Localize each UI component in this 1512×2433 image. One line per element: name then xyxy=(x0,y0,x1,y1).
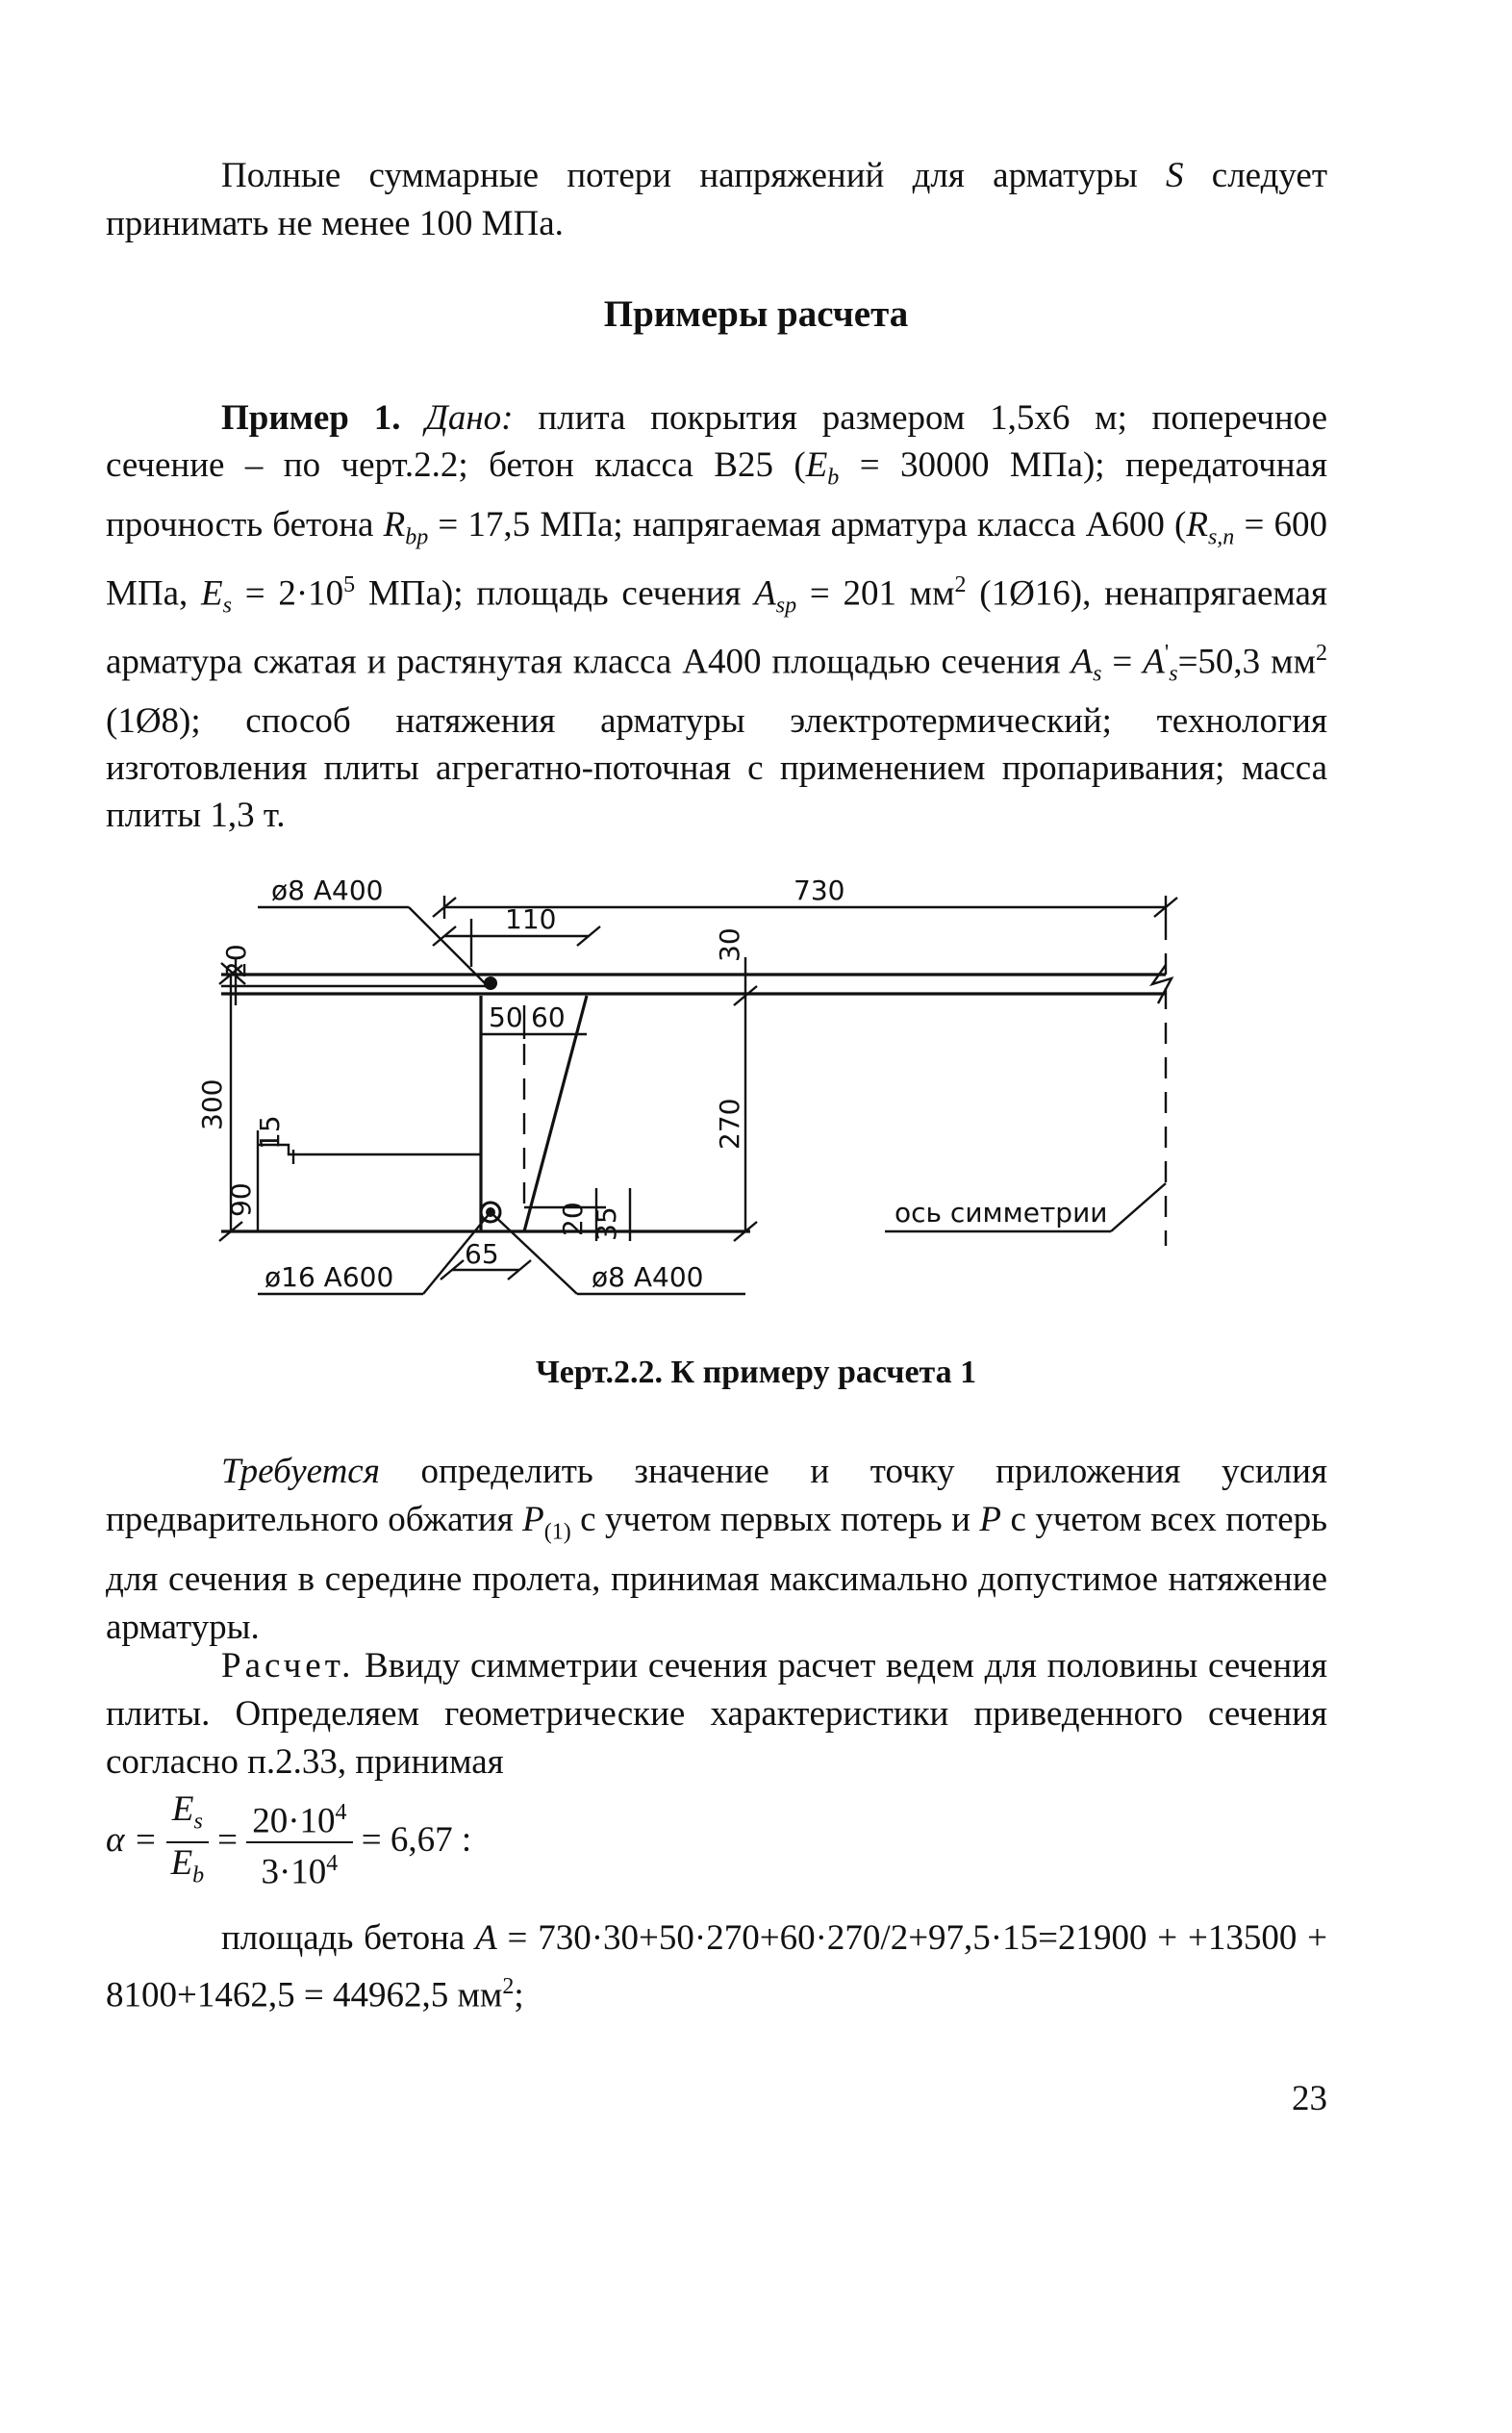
alpha-formula xyxy=(106,1789,779,1895)
area-text-c: ; xyxy=(514,1975,524,2015)
break-symbol xyxy=(1152,965,1172,1003)
example-text-b: = 30000 МПа); передаточная прочность бетона xyxy=(106,445,1327,545)
var-as2: A xyxy=(1143,641,1165,681)
formula-result: = 6,67 : xyxy=(361,1819,472,1860)
calc-word: Расчет. xyxy=(221,1646,355,1685)
dim-110: 110 xyxy=(505,903,557,935)
dim-300: 300 xyxy=(196,1078,228,1130)
example-label: Пример 1. xyxy=(221,398,401,438)
var-as2-prime: ' xyxy=(1164,640,1170,666)
var-rsn-sub: s,n xyxy=(1207,524,1235,550)
var-rbp: R xyxy=(383,505,406,545)
formula-den: 3·10 xyxy=(261,1852,327,1892)
dim-60: 60 xyxy=(531,1001,566,1033)
var-as2-sub: s xyxy=(1169,661,1178,687)
example-given: Дано: xyxy=(425,398,514,438)
var-a: A xyxy=(475,1918,497,1958)
example-text-g: = 201 мм xyxy=(796,573,955,614)
axis-label-leader xyxy=(1111,1183,1166,1231)
axis-label: ось симметрии xyxy=(895,1197,1108,1229)
section-heading: Примеры расчета xyxy=(603,293,909,335)
var-as: A xyxy=(1071,641,1094,681)
figure-caption: Черт.2.2. К примеру расчета 1 xyxy=(535,1355,977,1390)
var-es-exp: 5 xyxy=(343,571,356,597)
formula-es-sub: s xyxy=(193,1809,203,1835)
formula-num: 20·10 xyxy=(252,1801,336,1841)
example-text-d: = 600 МПа, xyxy=(106,505,1327,614)
page-number: 23 xyxy=(1292,2079,1327,2118)
example-text-f: МПа); площадь сечения xyxy=(355,573,755,614)
calc-paragraph xyxy=(106,1642,1327,1787)
dim-90: 90 xyxy=(225,1182,257,1217)
example-text-c: = 17,5 МПа; напрягаемая арматура класса А600 ( xyxy=(428,505,1187,545)
formula-den-exp: 4 xyxy=(326,1851,339,1877)
formula-eb-sub: b xyxy=(192,1863,205,1888)
var-p1-sub: (1) xyxy=(543,1519,571,1545)
formula-frac-num xyxy=(246,1792,352,1893)
example-paragraph xyxy=(106,394,1327,839)
cross-section-figure xyxy=(192,861,1212,1347)
var-sq: 2 xyxy=(954,571,967,597)
required-word: Требуется xyxy=(221,1452,380,1491)
required-text-a: определить значение и точку приложения усилия предварительного обжатия xyxy=(106,1452,1327,1539)
calc-text: Ввиду симметрии сечения расчет ведем для половины сечения плиты. Определяем геометрические характеристики приведенного сечения согласно п.2.33, принимая xyxy=(106,1646,1327,1782)
formula-eq: = xyxy=(217,1819,238,1860)
var-p: P xyxy=(979,1500,1001,1539)
example-text-a: плита покрытия размером 1,5х6 м; поперечное сечение – по черт.2.2; бетон класса В25 ( xyxy=(106,398,1327,485)
top-rebar xyxy=(484,976,497,990)
dim-270: 270 xyxy=(714,1098,745,1150)
area-sq: 2 xyxy=(502,1974,515,1999)
example-text-k: (1Ø8); способ натяжения арматуры электротермический; технология изготовления плиты агрегатно-поточная с применением пропаривания; масса плиты 1,3 т. xyxy=(106,701,1327,836)
dim-20: 20 xyxy=(220,944,252,978)
dim-35: 35 xyxy=(591,1206,622,1241)
example-text-h: (1Ø16), ненапрягаемая арматура сжатая и растянутая класса А400 площадью сечения xyxy=(106,573,1328,681)
var-es: E xyxy=(201,573,223,614)
leader-top-left xyxy=(409,907,486,984)
var-as-sub: s xyxy=(1093,661,1102,687)
area-paragraph xyxy=(106,1914,1327,2019)
var-es-sub: s xyxy=(222,593,232,619)
label-top-left: ø8 А400 xyxy=(271,874,384,906)
area-text-b: = 730·30+50·270+60·270/2+97,5·15=21900 + +13500 + 8100+1462,5 = 44962,5 мм xyxy=(106,1918,1327,2015)
formula-es: E xyxy=(171,1789,194,1829)
var-eb: E xyxy=(805,445,828,485)
intro-paragraph xyxy=(106,152,1327,248)
dim-20b: 20 xyxy=(557,1202,589,1236)
label-bottom-right: ø8 А400 xyxy=(592,1261,704,1293)
dim-15: 15 xyxy=(254,1115,286,1150)
example-text-j: =50,3 мм xyxy=(1177,641,1316,681)
var-asp-sub: sp xyxy=(775,593,797,619)
dim-30: 30 xyxy=(714,927,745,962)
var-p1: P xyxy=(522,1500,544,1539)
var-eb-sub: b xyxy=(827,465,840,491)
intro-line2: следует принимать не менее 100 МПа. xyxy=(106,156,1328,243)
formula-alpha: α = xyxy=(106,1819,158,1860)
area-text-a: площадь бетона xyxy=(221,1918,476,1958)
formula-num-exp: 4 xyxy=(335,1800,347,1826)
dim-50: 50 xyxy=(489,1001,523,1033)
example-text-i: = xyxy=(1101,641,1144,681)
var-rsn: R xyxy=(1186,505,1208,545)
var-asp: A xyxy=(754,573,776,614)
intro-line1: Полные суммарные потери напряжений для арматуры xyxy=(221,156,1138,195)
example-text-e: = 2·10 xyxy=(231,573,344,614)
dim-65: 65 xyxy=(465,1238,499,1270)
required-text-b: с учетом первых потерь и xyxy=(570,1500,980,1539)
ledge xyxy=(258,1145,481,1154)
formula-eb: E xyxy=(170,1843,193,1884)
var-sq-2: 2 xyxy=(1316,640,1327,666)
var-rbp-sub: bp xyxy=(405,524,429,550)
formula-frac-e xyxy=(166,1789,209,1896)
required-text-c: с учетом всех потерь для сечения в середине пролета, принимая максимально допустимое натяжение арматуры. xyxy=(106,1500,1327,1648)
label-bottom-left: ø16 А600 xyxy=(265,1261,394,1293)
intro-var-s: S xyxy=(1165,156,1184,195)
required-paragraph xyxy=(106,1448,1327,1652)
dim-730: 730 xyxy=(794,874,845,906)
